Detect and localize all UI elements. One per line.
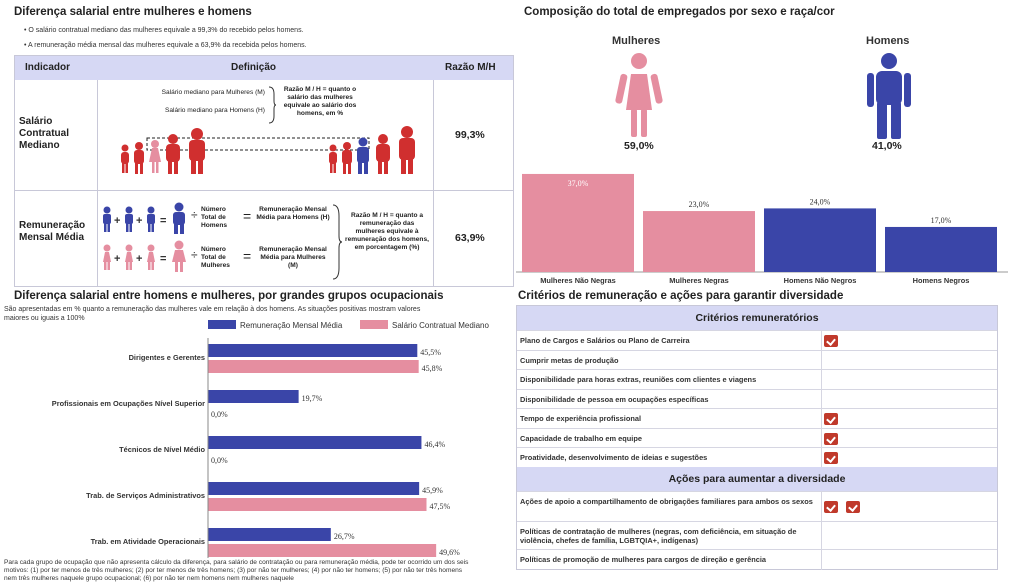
criteria-row-label: Cumprir metas de produção <box>520 356 619 365</box>
category-label: Técnicos de Nível Médio <box>119 445 205 454</box>
criteria-row-label: Disponibilidade de pessoa em ocupações específicas <box>520 395 709 404</box>
occupational-bar <box>208 344 417 357</box>
criteria-title: Critérios de remuneração e ações para garantir diversidade <box>518 290 844 302</box>
women-pct: 59,0% <box>624 140 654 152</box>
criteria-row <box>517 389 997 408</box>
men-label: Homens <box>866 35 910 47</box>
check-icon <box>846 501 860 513</box>
composition-category-label: Homens Negros <box>912 276 970 285</box>
def-median-women: Salário mediano para Mulheres (M) <box>161 89 265 96</box>
criteria-table <box>516 305 998 570</box>
svg-text:+: + <box>114 215 121 227</box>
indicator-remuneration-mean: Remuneração Mensal Média <box>19 220 86 243</box>
criteria-row-label: Capacidade de trabalho em equipe <box>520 434 642 443</box>
criteria-row <box>517 447 997 467</box>
criteria-row <box>517 369 997 389</box>
criteria-row-label: Tempo de experiência profissional <box>520 414 642 423</box>
criteria-row-label: Políticas de promoção de mulheres para cargos de direção e gerência <box>520 555 767 564</box>
composition-bar <box>643 211 755 272</box>
category-label: Trab. em Atividade Operacionais <box>90 537 205 546</box>
occupational-footnote: Para cada grupo de ocupação que não apresenta cálculo da diferença, para salário de contratação ou para remuneração média, pode ter ocorrido um dos seis motivos: (1) por ter menos de três mulheres; (2) por ter menos de três homens; (3) por não ter mulheres; (4) por não ter homens; (5) por não ter três homens nem três mulheres naquele grupo ocupacional; (6) por não ter nem homens nem mulheres naquele <box>4 559 469 582</box>
occupational-bar-label: 45,5% <box>420 348 441 357</box>
equals-icon: = <box>243 248 252 264</box>
women-label: Mulheres <box>612 35 661 47</box>
criteria-row <box>517 350 997 369</box>
composition-bar-label: 17,0% <box>930 215 952 225</box>
occupational-note: São apresentadas em % quanto a remuneração das mulheres vale em relação à dos homens. As situações positivas mostram valores maiores ou iguais a 100% <box>4 306 421 322</box>
check-icon <box>824 501 838 513</box>
category-label: Dirigentes e Gerentes <box>128 353 205 362</box>
brace-icon <box>267 86 277 124</box>
occupational-bar <box>208 544 436 557</box>
criteria-row-label: Disponibilidade para horas extras, reuniões com clientes e viagens <box>520 375 757 384</box>
legend-swatch <box>360 320 388 329</box>
criteria-row <box>517 408 997 428</box>
check-icon <box>824 433 838 445</box>
num-total-women: Número Total de Mulheres <box>201 246 230 269</box>
occupational-bar <box>208 482 419 495</box>
criteria-row <box>517 491 997 521</box>
def-median-men: Salário mediano para Homens (H) <box>164 107 265 114</box>
divide-icon: ÷ <box>191 248 198 262</box>
result-women: Remuneração Mensal Média para Mulheres (M) <box>259 246 327 269</box>
criteria-row <box>517 521 997 549</box>
band-diversity-actions: Ações para aumentar a diversidade <box>517 467 997 491</box>
composition-bar-chart <box>516 160 1008 288</box>
num-total-men: Número Total de Homens <box>201 206 228 229</box>
composition-bar <box>885 227 997 272</box>
legend-label: Remuneração Mensal Média <box>240 321 343 330</box>
criteria-row <box>517 549 997 570</box>
header-ratio: Razão M/H <box>445 62 496 73</box>
composition-bar-label: 37,0% <box>567 178 589 188</box>
occupational-bar <box>208 390 299 403</box>
occupational-title: Diferença salarial entre homens e mulheres, por grandes grupos ocupacionais <box>14 290 444 302</box>
occupational-bar-label: 46,4% <box>424 440 446 449</box>
category-label: Profissionais em Ocupações Nível Superior <box>51 399 205 408</box>
criteria-row <box>517 330 997 350</box>
occupational-bar-label: 47,5% <box>429 502 451 511</box>
indicator-table <box>14 55 514 287</box>
ratio-median-value: 99,3% <box>455 129 485 141</box>
bullet-1: • O salário contratual mediano das mulheres equivale a 99,3% do recebido pelos homens. <box>24 27 304 34</box>
occupational-bar <box>208 498 427 511</box>
check-icon <box>824 335 838 347</box>
composition-bar <box>522 174 634 272</box>
occupational-bar-label: 19,7% <box>301 394 323 403</box>
criteria-row-label: Plano de Cargos e Salários ou Plano de Carreira <box>520 336 690 345</box>
category-label: Trab. de Serviços Administrativos <box>86 491 205 500</box>
composition-category-label: Mulheres Negras <box>669 276 729 285</box>
median-people-illustration <box>115 126 435 178</box>
brace-icon <box>331 204 343 280</box>
occupational-bar <box>208 528 331 541</box>
def-mean-ratio: Razão M / H = quanto a remuneração das mulheres equivale à remuneração dos homens, em porcentagem (%) <box>345 212 429 251</box>
indicator-salary-median: Salário Contratual Mediano <box>19 116 69 151</box>
composition-title: Composição do total de empregados por sexo e raça/cor <box>524 6 835 18</box>
salary-gap-title: Diferença salarial entre mulheres e homens <box>14 6 252 18</box>
band-remuneration-criteria: Critérios remuneratórios <box>517 306 997 330</box>
equals-icon: = <box>243 208 252 224</box>
composition-category-label: Mulheres Não Negras <box>540 276 616 285</box>
svg-text:+: + <box>136 215 143 227</box>
composition-bar <box>764 208 876 272</box>
def-median-ratio: Razão M / H = quanto o salário das mulheres equivale ao salário dos homens, em % <box>283 86 357 117</box>
composition-bar-label: 24,0% <box>809 197 831 207</box>
man-icon <box>864 52 914 140</box>
remuneration-people-illustration <box>99 202 199 274</box>
occupational-bar-label: 0,0% <box>211 410 228 419</box>
composition-category-label: Homens Não Negros <box>783 276 857 285</box>
bullet-2: • A remuneração média mensal das mulheres equivale a 63,9% da recebida pelos homens. <box>24 42 307 49</box>
svg-text:+: + <box>136 253 143 265</box>
criteria-row <box>517 428 997 447</box>
occupational-bar <box>208 360 419 373</box>
check-icon <box>824 452 838 464</box>
criteria-row-label: Proatividade, desenvolvimento de ideias e sugestões <box>520 453 708 462</box>
men-pct: 41,0% <box>872 140 902 152</box>
header-indicator: Indicador <box>25 62 71 73</box>
criteria-row-label: Ações de apoio a compartilhamento de obrigações familiares para ambos os sexos <box>520 497 813 506</box>
legend-swatch <box>208 320 236 329</box>
occupational-bar-label: 45,8% <box>421 364 443 373</box>
occupational-bar-label: 45,9% <box>422 486 443 495</box>
occupational-bar-label: 26,7% <box>333 532 355 541</box>
occupational-bar-chart <box>0 318 510 558</box>
criteria-row-label: Políticas de contratação de mulheres (negras, com deficiência, em situação de violência, chefes de família, LGBTQIA+, indígenas) <box>520 527 797 545</box>
header-definition: Definição <box>231 62 277 73</box>
result-men: Remuneração Mensal Média para Homens (H) <box>256 206 330 221</box>
indicator-table-header <box>15 56 513 80</box>
divide-icon: ÷ <box>191 208 198 222</box>
legend-label: Salário Contratual Mediano <box>392 321 489 330</box>
check-icon <box>824 413 838 425</box>
composition-bar-label: 23,0% <box>688 200 710 210</box>
svg-text:=: = <box>160 253 167 265</box>
occupational-bar <box>208 436 421 449</box>
occupational-bar-label: 49,6% <box>439 548 460 557</box>
svg-text:=: = <box>160 215 167 227</box>
ratio-mean-value: 63,9% <box>455 232 485 244</box>
occupational-bar-label: 0,0% <box>211 456 228 465</box>
svg-text:+: + <box>114 253 121 265</box>
woman-icon <box>612 52 666 138</box>
